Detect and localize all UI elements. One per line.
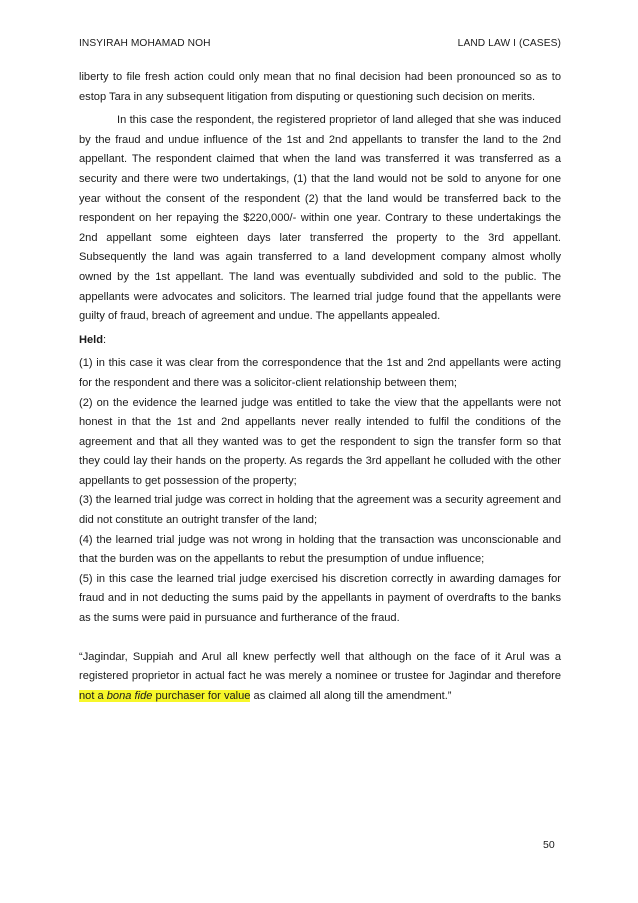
header-author: INSYIRAH MOHAMAD NOH bbox=[79, 38, 211, 49]
held-item: (2) on the evidence the learned judge was entitled to take the view that the appellants were not honest in that the 1st and 2nd appellants never really intended to fulfil the conditions of the agreement and that all they wanted was to get the respondent to sign the transfer form so that they could lay their hands on the property. As regards the 3rd appellant he colluded with the other appellants to get possession of the property; bbox=[79, 396, 561, 487]
highlight-italic: bona fide bbox=[106, 689, 153, 702]
held-item: (1) in this case it was clear from the correspondence that the 1st and 2nd appellants were acting for the respondent and there was a solicitor-client relationship between them; bbox=[79, 357, 561, 389]
page-body bbox=[79, 68, 561, 706]
quote-text-start: “Jagindar, Suppiah and Arul all knew perfectly well that although on the face of it Arul was a registered proprietor in actual fact he was merely a nominee or trustee for Jagindar and therefore bbox=[79, 650, 561, 683]
highlighted-phrase bbox=[79, 690, 250, 702]
held-colon: : bbox=[103, 333, 107, 346]
page-header bbox=[79, 38, 561, 49]
highlight-pre: not a bbox=[79, 689, 107, 702]
held-item: (3) the learned trial judge was correct in holding that the agreement was a security agreement and did not constitute an outright transfer of the land; bbox=[79, 494, 561, 527]
page-number: 50 bbox=[543, 839, 555, 851]
held-label: Held bbox=[79, 333, 104, 346]
quote-paragraph bbox=[79, 648, 561, 707]
header-course: LAND LAW I (CASES) bbox=[457, 38, 561, 49]
quote-text-end: as claimed all along till the amendment.” bbox=[250, 689, 452, 702]
highlight-post: purchaser for value bbox=[152, 689, 251, 702]
held-list bbox=[79, 354, 561, 628]
held-heading bbox=[79, 331, 561, 351]
held-item: (5) in this case the learned trial judge exercised his discretion correctly in awarding damages for fraud and in not deducting the sums paid by the appellants in payment of overdrafts to the banks as the sums were paid in pursuance and furtherance of the fraud. bbox=[79, 572, 561, 625]
paragraph-facts: In this case the respondent, the registered proprietor of land alleged that she was induced by the fraud and undue influence of the 1st and 2nd appellants to transfer the land to the 2nd appellant. The respondent claimed that when the land was transferred it was transferred as a security and there were two undertakings, (1) that the land would not be sold to anyone for one year without the consent of the respondent (2) that the land would be transferred back to the respondent on her repaying the $220,000/- within one year. Contrary to these undertakings the 2nd appellant some eighteen days later transferred the property to the 3rd appellant. Subsequently the land was again transferred to a land development company almost wholly owned by the 1st appellant. The land was eventually subdivided and sold to the public. The appellants were advocates and solicitors. The learned trial judge found that the appellants were guilty of fraud, breach of agreement and undue. The appellants appealed. bbox=[79, 114, 561, 323]
held-item: (4) the learned trial judge was not wrong in holding that the transaction was unconscionable and that the burden was on the appellants to rebut the presumption of undue influence; bbox=[79, 533, 561, 566]
paragraph-continuation: liberty to file fresh action could only mean that no final decision had been pronounced so as to estop Tara in any subsequent litigation from disputing or questioning such decision on merits. bbox=[79, 71, 561, 103]
